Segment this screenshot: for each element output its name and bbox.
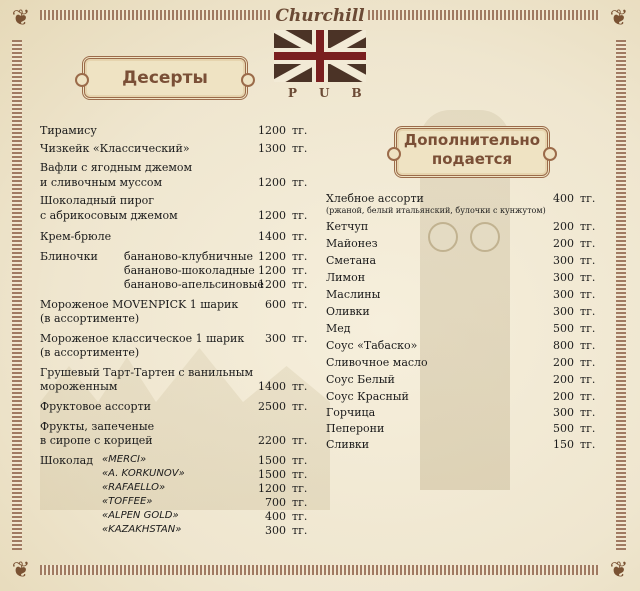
currency-label: тг.	[580, 220, 596, 233]
currency-label: тг.	[292, 380, 308, 393]
clock-face-right	[470, 222, 500, 252]
extra-name: Пеперони	[326, 422, 385, 435]
dessert-price: 1200	[258, 482, 286, 495]
extras-title-plaque	[394, 126, 550, 178]
extra-price: 200	[553, 373, 574, 386]
currency-label: тг.	[580, 305, 596, 318]
dessert-price: 1500	[258, 468, 286, 481]
extra-name: Хлебное ассорти	[326, 192, 424, 205]
right-border	[616, 40, 626, 550]
currency-label: тг.	[292, 468, 308, 481]
dessert-sub-name: «ALPEN GOLD»	[102, 510, 179, 521]
pub-logo	[270, 6, 384, 100]
currency-label: тг.	[580, 271, 596, 284]
extra-name: Мед	[326, 322, 351, 335]
dessert-price: 1200	[258, 124, 286, 137]
extra-price: 300	[553, 254, 574, 267]
desserts-title-plaque	[82, 56, 248, 100]
dessert-sub-name: «RAFAELLO»	[102, 482, 166, 493]
dessert-price: 600	[265, 298, 286, 311]
bottom-border	[40, 565, 600, 575]
extra-price: 800	[553, 339, 574, 352]
currency-label: тг.	[292, 524, 308, 537]
desserts-title: Десерты	[122, 68, 208, 88]
currency-label: тг.	[292, 298, 308, 311]
clock-face-left	[428, 222, 458, 252]
currency-label: тг.	[292, 209, 308, 222]
currency-label: тг.	[292, 482, 308, 495]
dessert-name-line2: (в ассортименте)	[40, 346, 140, 359]
dessert-price: 2500	[258, 400, 286, 413]
extra-name: Сметана	[326, 254, 377, 267]
dessert-price: 1400	[258, 380, 286, 393]
extra-name: Маслины	[326, 288, 381, 301]
currency-label: тг.	[292, 510, 308, 523]
dessert-price: 1500	[258, 454, 286, 467]
currency-label: тг.	[292, 434, 308, 447]
currency-label: тг.	[292, 400, 308, 413]
extra-price: 300	[553, 288, 574, 301]
corner-ornament-bottom-left: ❦	[11, 558, 31, 583]
extra-note: (ржаной, белый итальянский, булочки с кунжутом)	[326, 206, 546, 215]
dessert-price: 1300	[258, 142, 286, 155]
currency-label: тг.	[292, 230, 308, 243]
dessert-sub-name: «KAZAKHSTAN»	[102, 524, 182, 535]
extra-name: Соус Белый	[326, 373, 395, 386]
extra-name: Соус «Табаско»	[326, 339, 418, 352]
currency-label: тг.	[580, 288, 596, 301]
corner-ornament-bottom-right: ❦	[609, 558, 629, 583]
currency-label: тг.	[292, 278, 308, 291]
dessert-price: 1200	[258, 278, 286, 291]
dessert-price: 300	[265, 524, 286, 537]
top-border-right	[368, 10, 600, 20]
extra-price: 400	[553, 192, 574, 205]
dessert-sub-name: «MERCI»	[102, 454, 147, 465]
union-jack-icon	[274, 30, 366, 82]
dessert-sub-name: бананово-шоколадные	[124, 264, 255, 277]
currency-label: тг.	[292, 176, 308, 189]
dessert-name-line2: в сиропе с корицей	[40, 434, 153, 447]
extra-price: 200	[553, 390, 574, 403]
dessert-name-line2: (в ассортименте)	[40, 312, 140, 325]
dessert-name: Фруктовое ассорти	[40, 400, 152, 413]
dessert-name: Шоколад	[40, 454, 93, 467]
dessert-price: 2200	[258, 434, 286, 447]
extra-price: 200	[553, 237, 574, 250]
extra-price: 150	[553, 438, 574, 451]
dessert-name-line2: с абрикосовым джемом	[40, 209, 178, 222]
extra-name: Горчица	[326, 406, 376, 419]
currency-label: тг.	[292, 332, 308, 345]
currency-label: тг.	[292, 496, 308, 509]
brand-sub: PUB	[288, 86, 384, 100]
currency-label: тг.	[580, 237, 596, 250]
brand-name: Churchill	[275, 6, 365, 26]
extra-price: 200	[553, 356, 574, 369]
dessert-name: Мороженое MOVENPICK 1 шарик	[40, 298, 239, 311]
dessert-name: Шоколадный пирог	[40, 194, 154, 207]
dessert-name: Блиночки	[40, 250, 98, 263]
dessert-sub-name: бананово-апельсиновые	[124, 278, 264, 291]
dessert-price: 1200	[258, 264, 286, 277]
extra-name: Кетчуп	[326, 220, 369, 233]
dessert-sub-name: бананово-клубничные	[124, 250, 254, 263]
dessert-price: 300	[265, 332, 286, 345]
currency-label: тг.	[580, 322, 596, 335]
dessert-price: 1200	[258, 250, 286, 263]
dessert-name: Фрукты, запеченые	[40, 420, 155, 433]
currency-label: тг.	[580, 406, 596, 419]
extra-name: Оливки	[326, 305, 370, 318]
dessert-sub-name: «A. KORKUNOV»	[102, 468, 185, 479]
corner-ornament-top-left: ❦	[11, 6, 31, 31]
dessert-price: 1200	[258, 176, 286, 189]
currency-label: тг.	[580, 438, 596, 451]
currency-label: тг.	[292, 142, 308, 155]
extras-title-line1: Дополнительно	[403, 131, 541, 149]
extra-price: 300	[553, 406, 574, 419]
currency-label: тг.	[292, 454, 308, 467]
extra-name: Сливочное масло	[326, 356, 428, 369]
extra-price: 500	[553, 322, 574, 335]
currency-label: тг.	[580, 356, 596, 369]
dessert-sub-name: «TOFFEE»	[102, 496, 153, 507]
dessert-name: Мороженое классическое 1 шарик	[40, 332, 245, 345]
extra-price: 300	[553, 305, 574, 318]
currency-label: тг.	[580, 192, 596, 205]
extras-title-line2: подается	[431, 150, 513, 168]
extra-price: 200	[553, 220, 574, 233]
top-border-left	[40, 10, 272, 20]
dessert-name: Чизкейк «Классический»	[40, 142, 190, 155]
dessert-price: 700	[265, 496, 286, 509]
left-border	[12, 40, 22, 550]
extra-name: Майонез	[326, 237, 378, 250]
dessert-price: 400	[265, 510, 286, 523]
dessert-name: Вафли с ягодным джемом	[40, 161, 193, 174]
dessert-name: Крем-брюле	[40, 230, 112, 243]
currency-label: тг.	[580, 254, 596, 267]
extra-name: Сливки	[326, 438, 370, 451]
dessert-price: 1400	[258, 230, 286, 243]
dessert-price: 1200	[258, 209, 286, 222]
extra-name: Соус Красный	[326, 390, 409, 403]
extra-price: 500	[553, 422, 574, 435]
currency-label: тг.	[580, 390, 596, 403]
currency-label: тг.	[580, 422, 596, 435]
currency-label: тг.	[292, 250, 308, 263]
dessert-name-line2: и сливочным муссом	[40, 176, 163, 189]
currency-label: тг.	[580, 339, 596, 352]
dessert-name-line2: мороженным	[40, 380, 118, 393]
extra-price: 300	[553, 271, 574, 284]
corner-ornament-top-right: ❦	[609, 6, 629, 31]
dessert-name: Грушевый Тарт-Тартен с ванильным	[40, 366, 254, 379]
currency-label: тг.	[580, 373, 596, 386]
dessert-name: Тирамису	[40, 124, 97, 137]
currency-label: тг.	[292, 124, 308, 137]
currency-label: тг.	[292, 264, 308, 277]
extra-name: Лимон	[326, 271, 366, 284]
